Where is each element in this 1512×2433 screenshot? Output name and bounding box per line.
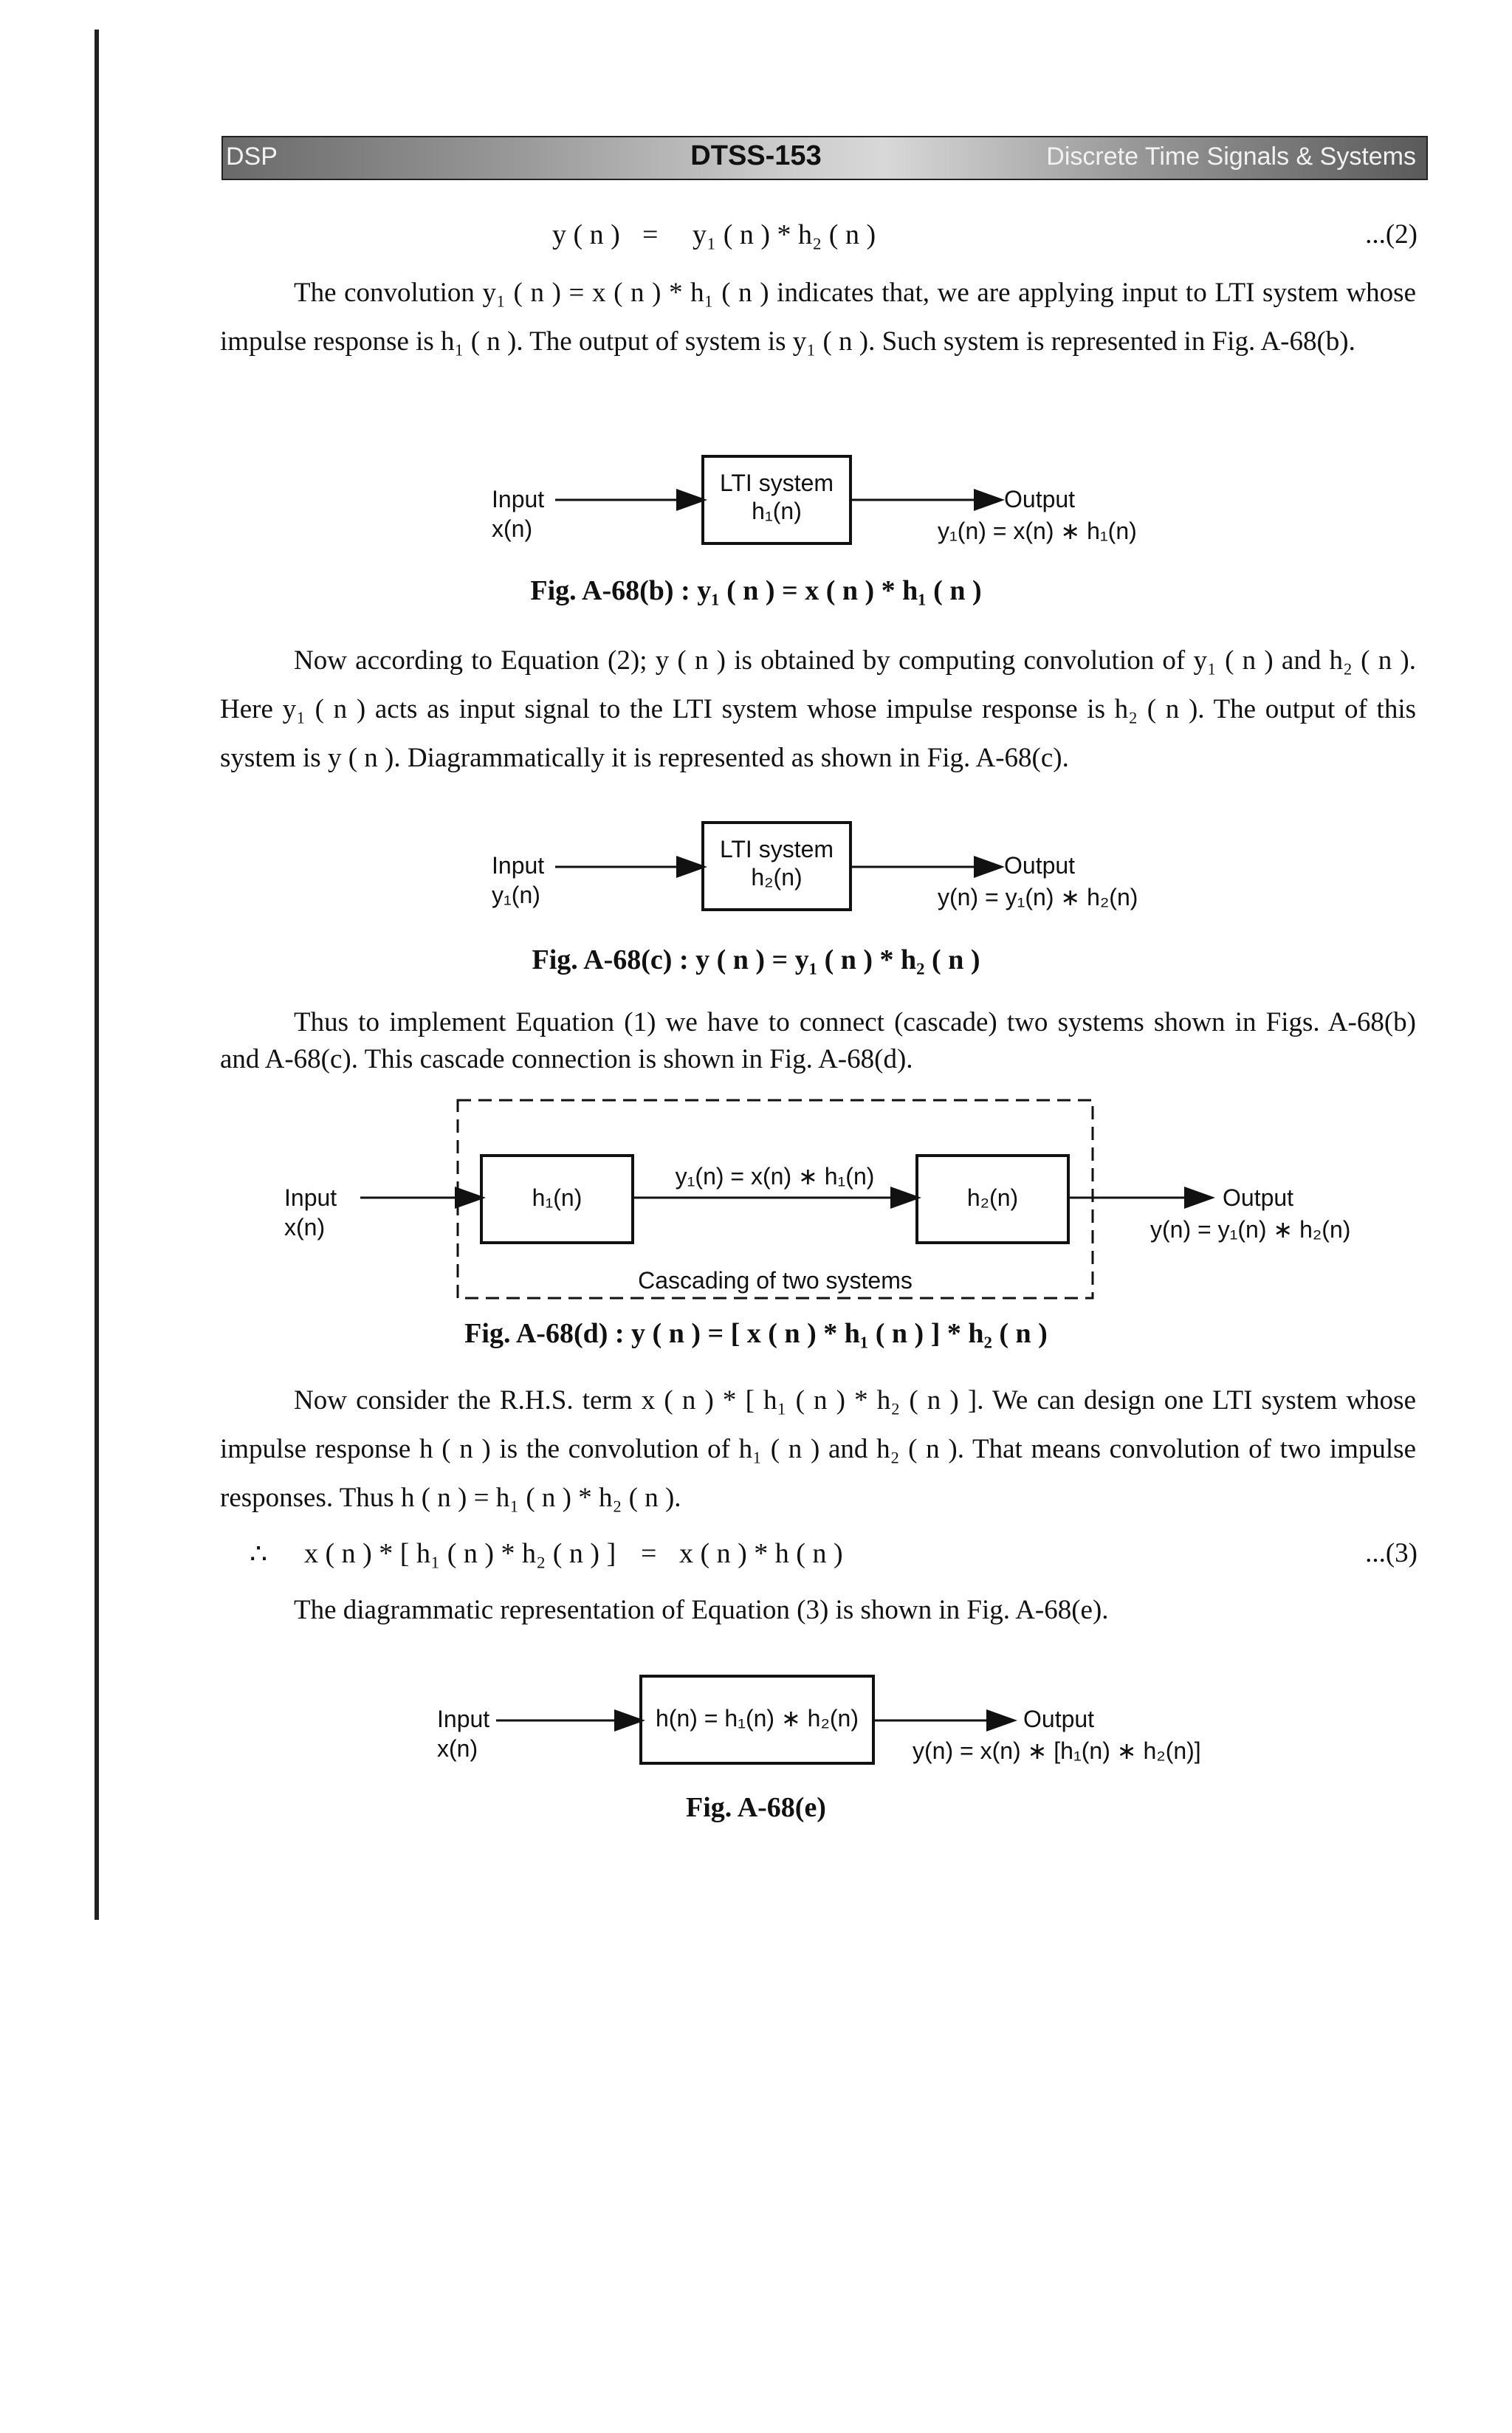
- equation-2-rhs: y₁ ( n ) * h₂ ( n ): [693, 219, 876, 250]
- figure-b-box-title: LTI system: [719, 470, 834, 496]
- figure-c-input-label: Input: [492, 852, 545, 879]
- equation-3-therefore: ∴: [250, 1539, 268, 1570]
- figure-e-output-signal: y(n) = x(n) ∗ [h₁(n) ∗ h₂(n)]: [913, 1737, 1201, 1764]
- paragraph-1-text: The convolution y₁ ( n ) = x ( n ) * h₁ ( n ) indicates that, we are applying input to LTI system whose impulse response is h₁ ( n ). The output of system is y₁ ( n ). Such system is represented in Fig. A-68(b).: [220, 278, 1416, 357]
- paragraph-5-text: The diagrammatic representation of Equation (3) is shown in Fig. A-68(e).: [294, 1595, 1109, 1625]
- paragraph-3-text: Thus to implement Equation (1) we have to connect (cascade) two systems shown in Figs. A-68(b) and A-68(c). This cascade connection is shown in Fig. A-68(d).: [220, 1007, 1416, 1074]
- figure-c-output-signal: y(n) = y₁(n) ∗ h₂(n): [938, 884, 1138, 910]
- figure-d-output-signal: y(n) = y₁(n) ∗ h₂(n): [1150, 1216, 1351, 1243]
- figure-d-box-1-label: h₁(n): [532, 1184, 583, 1211]
- figure-d-cascade-label: Cascading of two systems: [638, 1267, 913, 1294]
- paragraph-4-text: Now consider the R.H.S. term x ( n ) * [ h₁ ( n ) * h₂ ( n ) ]. We can design one LTI system whose impulse response h ( n ) is the convolution of h₁ ( n ) and h₂ ( n ). That means convolution of two impulse responses. Thus h ( n ) = h₁ ( n ) * h₂ ( n ).: [220, 1385, 1416, 1513]
- figure-e-output-label: Output: [1023, 1706, 1095, 1732]
- figure-c-box-title: LTI system: [719, 836, 834, 862]
- figure-d-input-signal: x(n): [284, 1214, 326, 1240]
- figure-b-box-response: h₁(n): [752, 498, 802, 524]
- equation-3-equals: =: [641, 1538, 657, 1569]
- figure-c-box-response: h₂(n): [751, 864, 803, 891]
- figure-d-box-2-label: h₂(n): [966, 1184, 1019, 1211]
- paragraph-2-text: Now according to Equation (2); y ( n ) is obtained by computing convolution of y₁ ( n ) and h₂ ( n ). Here y₁ ( n ) acts as input signal to the LTI system whose impulse response is h₂ ( n ). The output of this system is y ( n ). Diagrammatically it is represented as shown in Fig. A-68(c).: [220, 645, 1416, 773]
- paragraph-3: [220, 1004, 1416, 1078]
- figure-e-input-label: Input: [437, 1706, 490, 1732]
- figure-b-caption: Fig. A-68(b) : y₁ ( n ) = x ( n ) * h₁ ( n ): [530, 575, 982, 606]
- figure-d-intermediate-signal: y₁(n) = x(n) ∗ h₁(n): [675, 1163, 875, 1190]
- equation-3-number: ...(3): [1365, 1538, 1418, 1568]
- equation-2-lhs: y ( n ): [552, 219, 620, 250]
- header-left-label: DSP: [226, 143, 278, 171]
- equation-3-lhs: x ( n ) * [ h₁ ( n ) * h₂ ( n ) ]: [304, 1538, 616, 1569]
- figure-b-output-signal: y₁(n) = x(n) ∗ h₁(n): [938, 518, 1137, 544]
- figure-d-output-label: Output: [1223, 1184, 1294, 1211]
- header-chapter-title: Discrete Time Signals & Systems: [1046, 143, 1416, 171]
- equation-2-number: ...(2): [1365, 219, 1418, 250]
- equation-3-rhs: x ( n ) * h ( n ): [679, 1538, 843, 1569]
- figure-c-input-signal: y₁(n): [492, 882, 540, 908]
- figure-e-input-signal: x(n): [437, 1735, 478, 1762]
- figure-e-box-label: h(n) = h₁(n) ∗ h₂(n): [656, 1705, 859, 1732]
- figure-c-caption: Fig. A-68(c) : y ( n ) = y₁ ( n ) * h₂ ( n ): [532, 944, 980, 975]
- paragraph-2: [220, 636, 1416, 783]
- equation-2-equals: =: [642, 219, 659, 250]
- figure-d-input-label: Input: [284, 1184, 337, 1211]
- figure-c-output-label: Output: [1004, 852, 1076, 879]
- paragraph-4: [220, 1376, 1416, 1523]
- figure-b-input-signal: x(n): [492, 515, 533, 542]
- paragraph-5: [220, 1586, 1416, 1635]
- figure-e-caption: Fig. A-68(e): [686, 1792, 826, 1823]
- figure-b-output-label: Output: [1004, 486, 1076, 512]
- figure-d-caption: Fig. A-68(d) : y ( n ) = [ x ( n ) * h₁ ( n ) ] * h₂ ( n ): [464, 1318, 1048, 1349]
- figure-b-input-label: Input: [492, 486, 545, 512]
- header-page-code: DTSS-153: [690, 140, 822, 171]
